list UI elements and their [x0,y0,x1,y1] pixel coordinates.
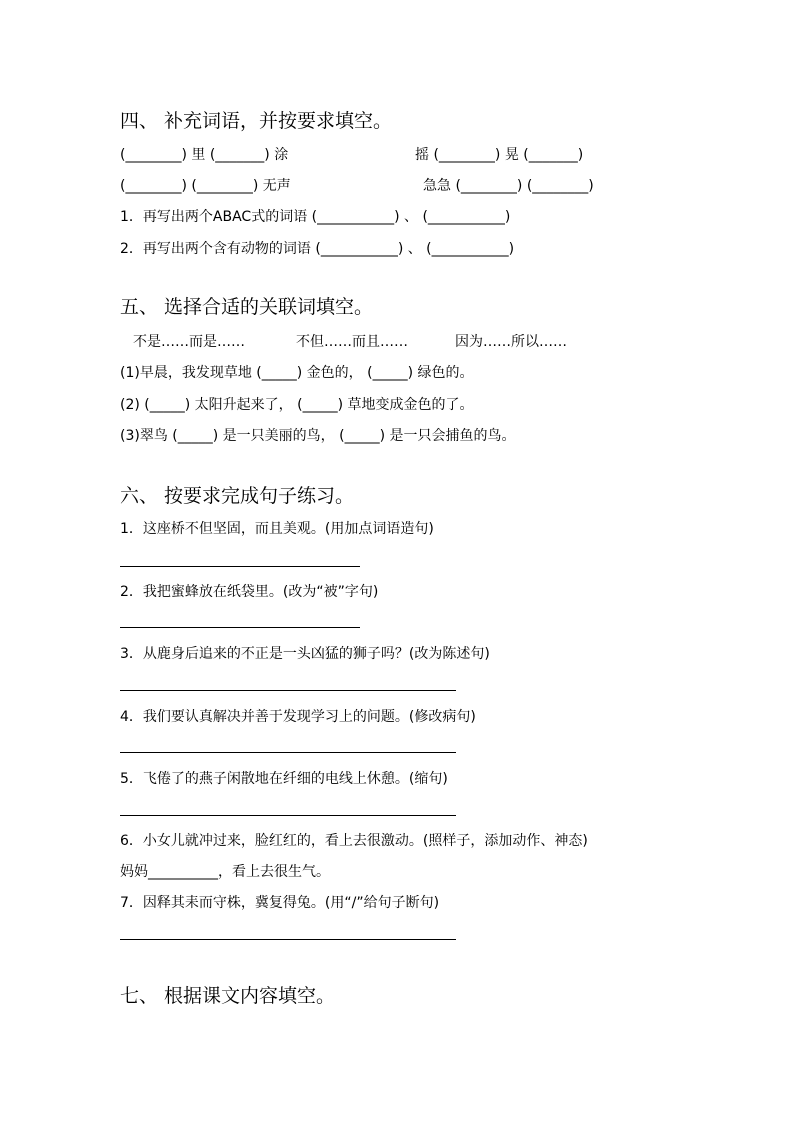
question-6-2: 2．我把蜜蜂放在纸袋里。(改为“被”字句) [120,584,379,600]
fill-row-1-left: (________) 里 (_______) 涂 [120,147,289,163]
question-6-3: 3．从鹿身后追来的不正是一头凶猛的狮子吗？(改为陈述句) [120,646,490,662]
answer-line-6-7 [120,939,456,940]
question-6-1: 1．这座桥不但坚固，而且美观。(用加点词语造句) [120,521,434,537]
conjunction-option-2: 不但……而且…… [296,334,408,350]
answer-line-6-4 [120,752,456,753]
fill-row-1-right: 摇 (________) 晃 (_______) [415,147,584,163]
answer-line-6-1 [120,566,360,567]
answer-line-6-5 [120,815,456,816]
question-6-7: 7．因释其耒而守株，冀复得兔。(用“/”给句子断句) [120,895,440,911]
sentence-5-1: (1)早晨，我发现草地 (_____) 金色的， (_____) 绿色的。 [120,365,474,381]
answer-line-6-2 [120,627,360,628]
section-6-title: 六、 按要求完成句子练习。 [120,485,355,507]
question-6-5: 5．飞倦了的燕子闲散地在纤细的电线上休憩。(缩句) [120,771,448,787]
answer-line-6-3 [120,690,456,691]
sentence-5-2: (2) (_____) 太阳升起来了， (_____) 草地变成金色的了。 [120,397,474,413]
question-6-6: 6．小女儿就冲过来，脸红红的，看上去很激动。(照样子，添加动作、神态) [120,833,588,849]
fill-row-2-right: 急急 (________) (________) [423,178,594,194]
section-5-title: 五、 选择合适的关联词填空。 [120,296,374,318]
question-4-1: 1．再写出两个ABAC式的词语 (___________) 、 (___________) [120,209,511,225]
sentence-5-3: (3)翠鸟 (_____) 是一只美丽的鸟， (_____) 是一只会捕鱼的鸟。 [120,428,516,444]
conjunction-option-1: 不是……而是…… [133,334,245,350]
section-7-title: 七、 根据课文内容填空。 [120,985,336,1007]
fill-row-2-left: (________) (________) 无声 [120,178,291,194]
question-6-6-example: 妈妈__________，看上去很生气。 [120,864,330,880]
conjunction-option-3: 因为……所以…… [455,334,567,350]
question-6-4: 4．我们要认真解决并善于发现学习上的问题。(修改病句) [120,709,476,725]
question-4-2: 2．再写出两个含有动物的词语 (___________) 、 (___________) [120,241,515,257]
section-4-title: 四、 补充词语，并按要求填空。 [120,110,393,132]
